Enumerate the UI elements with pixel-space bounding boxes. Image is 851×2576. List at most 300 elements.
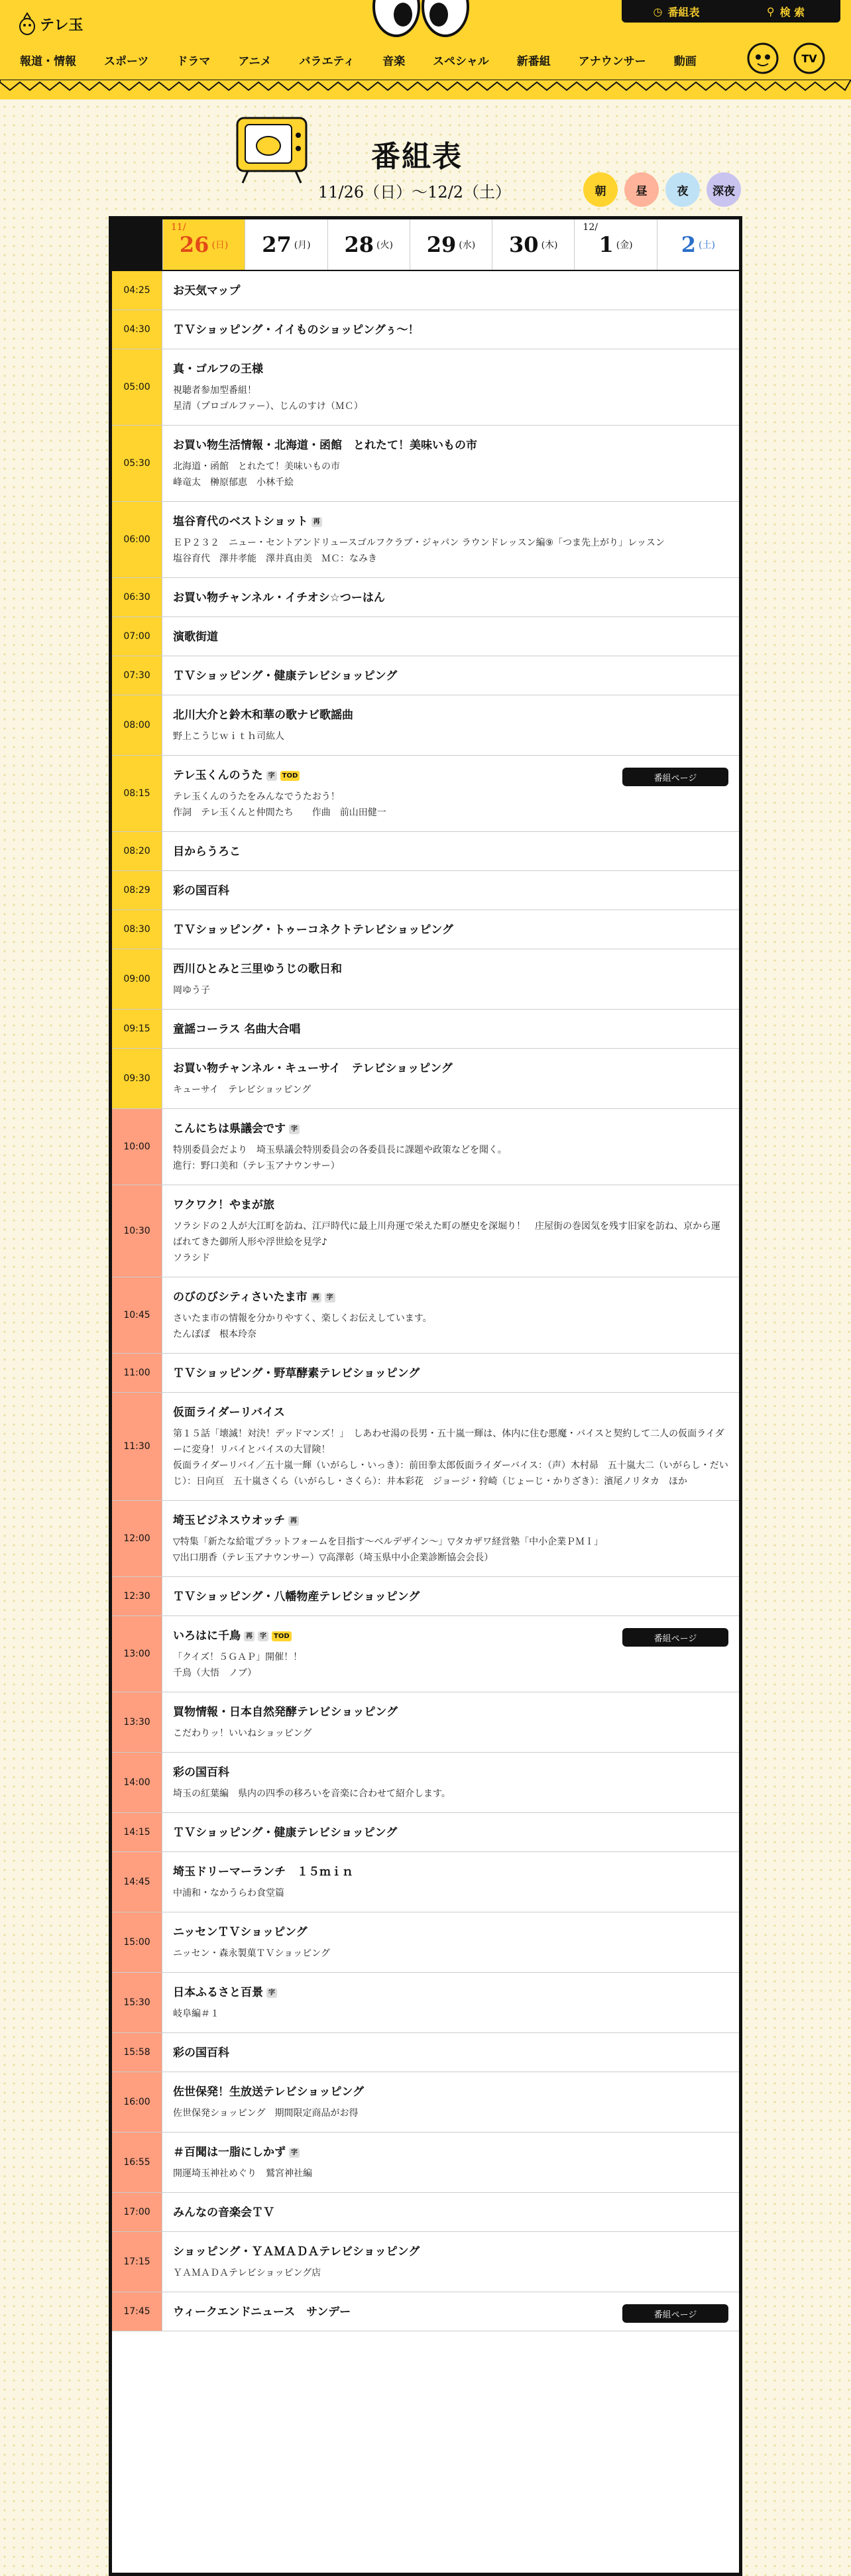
program-description [173,1726,728,1741]
day-weekday: (金) [616,240,633,251]
description-line: 埼玉の紅葉編 県内の四季の移ろいを音楽に合わせて紹介します。 [173,1788,451,1799]
program-description [173,1885,728,1901]
program-title[interactable] [173,361,728,377]
program-cell [162,1912,739,1972]
description-line: ソラシドの２人が大江町を訪ね、江戸時代に最上川舟運で栄えた町の歴史を深堀り！ 庄屋街の巻図気を残す旧家を訪ね、京から運ばれてきた御所人形や浮世絵を見学♪ [173,1221,720,1248]
description-line: ＹＡＭＡＤＡテレビショッピング店 [173,2268,321,2278]
program-title-text: ＴＶショッピング・イイものショッピングぅ〜！ [173,323,420,337]
program-time: 08:00 [112,695,162,755]
program-time: 16:55 [112,2133,162,2192]
program-page-button[interactable]: 番組ページ [622,1628,728,1647]
program-time: 17:45 [112,2292,162,2331]
program-time: 17:00 [112,2193,162,2231]
program-time: 06:30 [112,578,162,616]
nav-item[interactable]: スペシャル [433,55,489,68]
program-time: 12:00 [112,1501,162,1576]
description-line: 岡ゆう子 [173,985,210,996]
description-line: ソラシド [173,1253,210,1263]
program-cell [162,1501,739,1576]
program-cell [162,1109,739,1185]
day-weekday: (月) [294,240,311,251]
date-range: 11/26（日）〜12/2（土） [318,183,512,202]
description-line: 作詞 テレ玉くんと仲間たち 作曲 前山田健一 [173,807,386,818]
program-description [173,2105,728,2121]
program-cell [162,756,739,831]
program-tag: TOD [280,771,300,781]
description-line: ▽出口朋香（テレ玉アナウンサー）▽高澤彰（埼玉県中小企業診断協会会長） [173,1552,494,1563]
program-row [112,1049,739,1109]
program-cell [162,617,739,656]
program-title[interactable] [173,1825,728,1841]
program-title-text: 埼玉ビジネスウオッチ [173,1514,285,1527]
vod-badge-icon[interactable] [792,41,826,76]
program-title[interactable] [173,322,728,338]
program-time: 17:15 [112,2232,162,2292]
day-tab[interactable] [657,219,739,270]
program-cell [162,1393,739,1500]
program-time: 06:00 [112,502,162,577]
program-tag: 再 [288,1516,299,1526]
program-description [173,1311,728,1342]
nav-item[interactable]: バラエティ [299,55,355,68]
program-title-text: 彩の国百科 [173,1766,229,1779]
nav-item[interactable]: 報道・情報 [20,55,76,68]
program-title-text: 西川ひとみと三里ゆうじの歌日和 [173,963,342,976]
program-cell [162,1852,739,1912]
program-cell [162,1277,739,1353]
program-time: 05:00 [112,349,162,425]
program-time: 09:00 [112,949,162,1009]
schedule-button[interactable]: ◷ 番組表 [653,5,700,19]
program-row [112,756,739,832]
program-time: 10:00 [112,1109,162,1185]
program-cell [162,949,739,1009]
program-row [112,1501,739,1577]
program-title-text: 彩の国百科 [173,884,229,898]
program-cell [162,1010,739,1048]
description-line: ニッセン・森永製菓ＴＶショッピング [173,1948,330,1959]
program-title-text: お買い物生活情報・北海道・函館 とれたて！美味いもの市 [173,439,477,452]
day-tab[interactable] [492,219,574,270]
program-title-text: 埼玉ドリーマーランチ １５ｍｉｎ [173,1865,353,1879]
day-tab[interactable] [574,219,656,270]
program-time: 14:00 [112,1753,162,1812]
program-title[interactable] [173,844,728,860]
program-tag: 字 [289,1124,300,1134]
program-row [112,617,739,656]
program-time: 07:30 [112,656,162,695]
program-title[interactable] [173,1289,728,1305]
program-tag: 字 [266,1988,277,1998]
program-title[interactable] [173,1061,728,1077]
program-time: 15:58 [112,2033,162,2072]
nav-item[interactable]: 動画 [673,55,697,68]
day-number: 26 [179,232,209,257]
program-time: 05:30 [112,426,162,501]
program-title-text: ワクワク！やまが旅 [173,1199,274,1212]
zigzag-border [0,80,851,99]
description-line: ▽特集「新たな給電プラットフォームを目指す〜ベルデザイン〜」▽タカザワ経営塾「中小企業ＰＭＩ」 [173,1537,604,1547]
time-of-day-buttons [583,172,741,207]
program-cell [162,1577,739,1615]
program-title-text: 演歌街道 [173,630,218,644]
program-time: 04:30 [112,310,162,349]
program-list [112,271,739,2331]
program-description [173,382,728,414]
program-row [112,1692,739,1753]
program-row [112,2292,739,2331]
program-cell [162,1753,739,1812]
program-time: 15:00 [112,1912,162,1972]
program-title[interactable] [173,961,728,977]
program-title[interactable] [173,1864,728,1880]
program-row [112,2232,739,2292]
description-line: 北海道・函館 とれたて！美味いもの市 [173,461,340,472]
tod-button[interactable]: 深夜 [707,172,741,207]
program-title[interactable] [173,1366,728,1381]
svg-text:TV: TV [801,52,817,65]
description-line: 仮面ライダーリバイ／五十嵐一輝（いがらし・いっき）：前田拳太郎仮面ライダーバイス：（声）木村昴 五十嵐大二（いがらし・だいじ）：日向亘 五十嵐さくら（いがらし・さくら）：井本彩花 ジョージ・狩崎（じょーじ・かりざき）：濱尾ノリタカ ほか [173,1460,728,1487]
top-nav [622,0,840,23]
program-time: 08:20 [112,832,162,870]
description-line: 野上こうじｗｉｔｈ司紘人 [173,731,284,742]
program-row [112,426,739,502]
program-tag: 字 [266,771,277,781]
description-line: 峰竜太 榊原郁恵 小林千絵 [173,477,294,488]
program-description [173,535,728,567]
program-time: 14:45 [112,1852,162,1912]
day-weekday: (日) [211,240,229,251]
program-title-text: 佐世保発！生放送テレビショッピング [173,2085,364,2099]
program-cell [162,695,739,755]
program-description [173,789,728,821]
program-row [112,310,739,349]
program-title[interactable] [173,1589,728,1605]
description-line: 星清（プロゴルファー）、じんのすけ（ＭＣ） [173,401,363,412]
program-description [173,1786,728,1802]
day-tabs [112,219,739,271]
program-cell [162,1692,739,1752]
program-cell [162,1185,739,1277]
program-row [112,1577,739,1616]
program-cell [162,2033,739,2072]
program-cell [162,871,739,909]
program-cell [162,2292,739,2331]
description-line: こだわりッ！いいねショッピング [173,1728,312,1739]
description-line: たんぽぽ 根本玲奈 [173,1329,256,1340]
program-tag: 字 [289,2148,300,2158]
tod-button[interactable]: 昼 [624,172,659,207]
program-description [173,1142,728,1174]
day-month: 12/ [583,222,598,233]
program-time: 08:15 [112,756,162,831]
program-title-text: 童謡コーラス 名曲大合唱 [173,1023,301,1036]
program-cell [162,1354,739,1392]
program-title[interactable] [173,1022,728,1037]
program-time: 14:15 [112,1813,162,1851]
mascot-logo-icon [19,12,36,36]
program-row [112,1973,739,2033]
program-time: 10:30 [112,1185,162,1277]
search-button[interactable]: ⚲ 検 索 [766,5,805,19]
program-title-text: テレ玉くんのうた [173,769,263,782]
program-title-text: 北川大介と鈴木和華の歌ナビ歌謡曲 [173,709,353,722]
mascot-eyes-icon [371,0,471,40]
logo-text: テレ玉 [40,17,84,34]
program-time: 09:15 [112,1010,162,1048]
program-time: 16:00 [112,2072,162,2132]
program-row [112,1393,739,1501]
program-time: 13:00 [112,1616,162,1692]
description-line: ＥＰ２３２ ニュー・セントアンドリュースゴルフクラブ・ジャパン ラウンドレッスン編⑨「つま先上がり」レッスン [173,538,665,548]
program-title[interactable] [173,629,728,645]
program-description [173,1946,728,1961]
program-page-button[interactable]: 番組ページ [622,2304,728,2323]
day-tab[interactable] [410,219,492,270]
site-logo[interactable] [19,12,84,36]
day-month: 11/ [171,222,186,233]
description-line: 第１５話「壊滅！対決！デッドマンズ！」 しあわせ湯の長男・五十嵐一輝は、体内に住む悪魔・バイスと契約して二人の仮面ライダーに変身！リバイとバイスの大冒険！ [173,1429,724,1455]
program-title[interactable] [173,2084,728,2100]
program-row [112,2072,739,2133]
program-title[interactable] [173,438,728,453]
program-page-button[interactable]: 番組ページ [622,768,728,786]
program-title[interactable] [173,1197,728,1213]
program-title-text: 彩の国百科 [173,2046,229,2060]
program-title-text: 真・ゴルフの王様 [173,363,263,376]
program-row [112,1010,739,1049]
program-row [112,1277,739,1354]
program-title-text: お買い物チャンネル・イチオシ☆つーはん [173,591,385,605]
program-title-text: 目からうろこ [173,845,241,858]
program-cell [162,310,739,349]
program-row [112,1753,739,1813]
program-title-text: ウィークエンドニュース サンデー [173,2306,351,2319]
program-cell [162,2193,739,2231]
program-title[interactable] [173,1765,728,1781]
nav-item[interactable]: ドラマ [176,55,211,68]
description-line: 佐世保発ショッピング 期間限定商品がお得 [173,2108,359,2119]
program-time: 12:30 [112,1577,162,1615]
program-row [112,2193,739,2232]
program-description [173,2166,728,2182]
day-number: 30 [509,232,539,257]
program-title[interactable] [173,2144,728,2160]
description-line: さいたま市の情報を分かりやすく、楽しくお伝えしています。 [173,1313,432,1324]
program-title-text: いろはに千鳥 [173,1629,241,1643]
program-title[interactable] [173,1121,728,1137]
title-area [0,106,851,205]
program-row [112,832,739,871]
program-cell [162,502,739,577]
day-number: 28 [344,232,374,257]
corner-cell [112,219,162,270]
program-row [112,1185,739,1277]
day-weekday: (土) [698,240,715,251]
day-weekday: (木) [541,240,558,251]
program-row [112,578,739,617]
program-time: 10:45 [112,1277,162,1353]
program-title-text: みんなの音楽会ＴＶ [173,2206,274,2219]
program-time: 11:00 [112,1354,162,1392]
nav-item[interactable]: アナウンサー [578,55,646,68]
program-title[interactable] [173,922,728,938]
program-title-text: ＴＶショッピング・健康テレビショッピング [173,1826,398,1840]
search-icon: ⚲ [766,5,775,18]
nav-item[interactable]: スポーツ [104,55,149,68]
program-title-text: ＴＶショッピング・トゥーコネクトテレビショッピング [173,923,453,937]
program-row [112,1354,739,1393]
program-description [173,1534,728,1566]
program-description [173,2265,728,2281]
program-row [112,2133,739,2193]
program-title-text: のびのびシティさいたま市 [173,1291,308,1304]
program-title-text: ＴＶショッピング・健康テレビショッピング [173,670,398,683]
nav-item[interactable]: 新番組 [516,55,551,68]
tod-button[interactable]: 夜 [665,172,700,207]
program-tag: 字 [258,1631,268,1641]
program-tag: 再 [311,1293,321,1303]
mascot-menu-icon[interactable] [746,41,780,76]
program-cell [162,1049,739,1108]
clock-icon: ◷ [653,5,663,18]
program-time: 07:00 [112,617,162,656]
program-title-text: ＃百聞は一脂にしかず [173,2146,286,2159]
program-title-text: ショッピング・ＹＡＭＡＤＡテレビショッピング [173,2245,420,2258]
program-cell [162,910,739,949]
program-description [173,2006,728,2022]
program-title-text: お天気マップ [173,284,241,298]
description-line: キューサイ テレビショッピング [173,1084,312,1095]
program-time: 08:29 [112,871,162,909]
day-weekday: (水) [459,240,476,251]
program-row [112,349,739,426]
program-time: 09:30 [112,1049,162,1108]
program-cell [162,1616,739,1692]
program-cell [162,832,739,870]
day-tab[interactable] [327,219,410,270]
program-description [173,982,728,998]
nav-item[interactable]: 音楽 [382,55,406,68]
program-title[interactable] [173,1924,728,1940]
program-description [173,729,728,744]
program-tag: 字 [325,1293,335,1303]
program-title-text: 塩谷育代のベストショット [173,515,308,528]
program-time: 13:30 [112,1692,162,1752]
description-line: 「クイズ！５ＧＡＰ」開催！！ [173,1652,303,1663]
program-description [173,1082,728,1098]
program-row [112,271,739,310]
description-line: 塩谷育代 澤井孝能 澤井真由美 ＭＣ：なみき [173,554,377,564]
program-title[interactable] [173,514,728,530]
program-cell [162,349,739,425]
day-number: 27 [262,232,292,257]
program-row [112,2033,739,2072]
program-title-text: お買い物チャンネル・キューサイ テレビショッピング [173,1062,453,1075]
nav-item[interactable]: アニメ [238,55,272,68]
program-row [112,1912,739,1973]
day-number: 2 [681,232,696,257]
description-line: 中浦和・なかうらわ食堂篇 [173,1888,284,1899]
program-time: 08:30 [112,910,162,949]
day-tab[interactable] [162,219,245,270]
program-title[interactable] [173,1513,728,1529]
program-cell [162,2133,739,2192]
program-tag: 再 [244,1631,255,1641]
program-description [173,1426,728,1490]
program-title[interactable] [173,1985,728,2001]
program-row [112,910,739,949]
program-title[interactable] [173,590,728,606]
program-cell [162,271,739,310]
site-header [0,0,851,99]
description-line: テレ玉くんのうたをみんなでうたおう！ [173,791,340,802]
program-title-text: こんにちは県議会です [173,1122,286,1136]
program-title-text: ＴＶショッピング・野草酵素テレビショッピング [173,1367,420,1380]
program-title[interactable] [173,2205,728,2221]
program-description [173,459,728,491]
program-cell [162,1973,739,2032]
description-line: 千鳥（大悟 ノブ） [173,1668,257,1678]
program-description [173,1218,728,1266]
program-title-text: 日本ふるさと百景 [173,1986,263,1999]
description-line: 進行：野口美和（テレ玉アナウンサー） [173,1161,340,1171]
program-row [112,871,739,910]
program-title[interactable] [173,1704,728,1720]
day-number: 29 [426,232,457,257]
program-title[interactable] [173,283,728,299]
program-cell [162,1813,739,1851]
program-tag: 再 [312,517,322,527]
program-time: 11:30 [112,1393,162,1500]
program-title-text: 仮面ライダーリバイス [173,1406,285,1419]
program-row [112,695,739,756]
description-line: 開運埼玉神社めぐり 鷲宮神社編 [173,2168,312,2179]
program-title[interactable] [173,883,728,899]
tv-mascot-icon [233,113,313,186]
program-cell [162,578,739,616]
program-title-text: ＴＶショッピング・八幡物産テレビショッピング [173,1590,420,1604]
program-title-text: 買物情報・日本自然発酵テレビショッピング [173,1706,398,1719]
program-title[interactable] [173,2045,728,2061]
schedule-table [109,216,742,2576]
program-title-text: ニッセンＴＶショッピング [173,1926,308,1939]
program-title[interactable] [173,707,728,723]
tod-button[interactable]: 朝 [583,172,618,207]
program-row [112,1616,739,1692]
program-title[interactable] [173,1405,728,1421]
program-tag: TOD [272,1631,292,1641]
program-title[interactable] [173,668,728,684]
program-row [112,656,739,695]
description-line: 視聴者参加型番組！ [173,385,256,396]
program-title[interactable] [173,2244,728,2260]
program-cell [162,656,739,695]
page-title: 番組表 [371,140,463,174]
main-nav [20,52,724,68]
program-cell [162,2072,739,2132]
program-row [112,949,739,1010]
program-description [173,1649,728,1681]
description-line: 岐阜編＃１ [173,2009,219,2019]
day-number: 1 [598,232,614,257]
program-row [112,1852,739,1912]
nav-icons [746,41,826,76]
program-cell [162,426,739,501]
program-row [112,502,739,578]
program-time: 15:30 [112,1973,162,2032]
day-tab[interactable] [245,219,327,270]
